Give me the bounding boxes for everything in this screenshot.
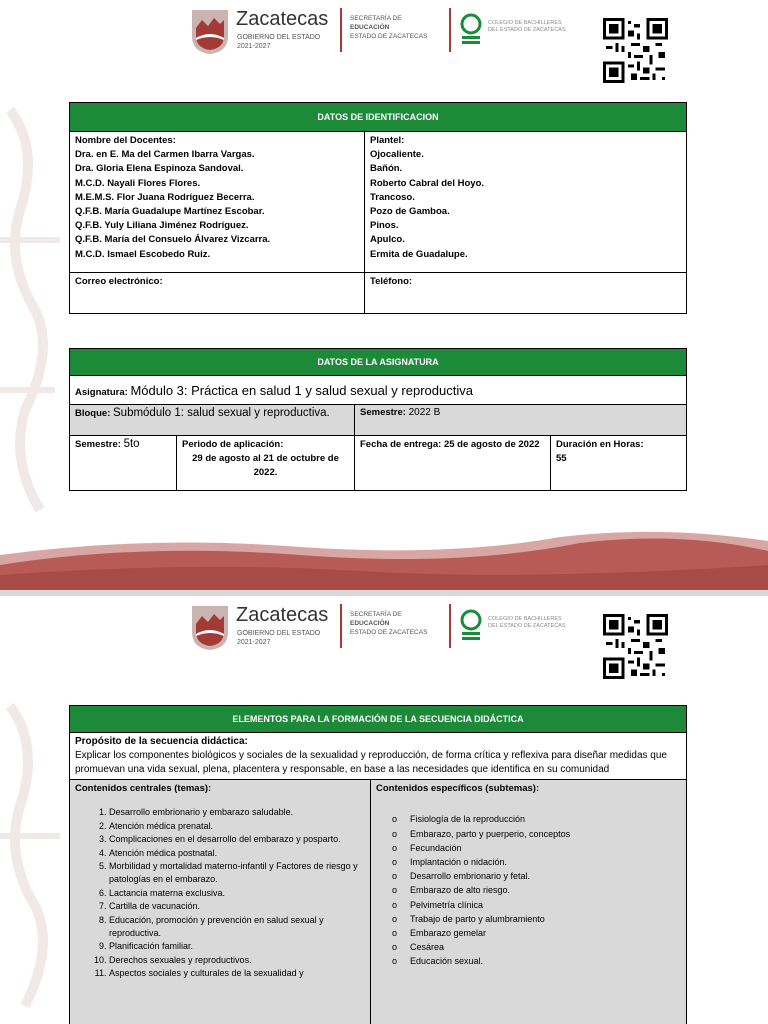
sec-line-3: ESTADO DE ZACATECAS <box>350 33 428 40</box>
list-item: o Fecundación <box>410 841 681 855</box>
cobach-label <box>488 20 598 34</box>
list-item: 11. Aspectos sociales y culturales de la sexualidad y <box>109 967 365 980</box>
semestre2-cell <box>70 436 177 491</box>
plantel-item: Roberto Cabral del Hoyo. <box>370 177 485 189</box>
qr-code-icon <box>603 18 668 83</box>
asignatura-cell <box>70 376 687 405</box>
cobach-logo-icon <box>460 608 482 642</box>
secuencia-heading: ELEMENTOS PARA LA FORMACIÓN DE LA SECUENCIA DIDÁCTICA <box>70 706 687 733</box>
zacatecas-wordmark: Zacatecas <box>236 604 329 626</box>
plantel-item: Trancoso. <box>370 191 415 203</box>
page-header <box>0 0 768 80</box>
plantel-label: Plantel: <box>370 135 405 146</box>
zacatecas-shield-logo <box>190 602 230 652</box>
list-item: 10. Derechos sexuales y reproductivos. <box>109 954 365 967</box>
cobach-line-2: DEL ESTADO DE ZACATECAS <box>488 623 566 629</box>
especificos-list <box>376 812 681 968</box>
plantel-item: Apulco. <box>370 234 405 246</box>
list-item: o Implantación o nidación. <box>410 855 681 869</box>
semestre-value: 2022 B <box>408 407 441 418</box>
list-item: o Embarazo de alto riesgo. <box>410 883 681 897</box>
proposito-text: Explicar los componentes biológicos y sociales de la sexualidad y reproducción, de forma crítica y reflexiva para diseñar medidas que promuevan una vida sexual, plena, placentera y responsable, en base a las necesidades que identifica en su comunidad <box>75 750 667 776</box>
docentes-cell <box>70 132 365 273</box>
sec-line-2: EDUCACIÓN <box>350 24 390 31</box>
cobach-line-2: DEL ESTADO DE ZACATECAS <box>488 27 566 33</box>
header-divider <box>340 604 342 648</box>
plantel-item: Pozo de Gamboa. <box>370 206 450 218</box>
asignatura-value: Módulo 3: Práctica en salud 1 y salud sexual y reproductiva <box>130 382 473 398</box>
docente-item: Q.F.B. Yuly Liliana Jiménez Rodríguez. <box>75 220 249 232</box>
list-item: 3. Complicaciones en el desarrollo del embarazo y posparto. <box>109 833 365 846</box>
plantel-item: Ojocaliente. <box>370 149 424 161</box>
semestre2-label: Semestre: <box>75 439 121 450</box>
semestre-label: Semestre: <box>360 407 406 418</box>
proposito-cell <box>70 733 687 780</box>
duracion-label: Duración en Horas: <box>556 439 644 450</box>
gov-line-2: 2021-2027 <box>237 43 271 50</box>
list-item: 9. Planificación familiar. <box>109 940 365 953</box>
identificacion-table <box>69 102 687 314</box>
list-item: 8. Educación, promoción y prevención en salud sexual y reproductiva. <box>109 914 365 941</box>
gov-line-1: GOBIERNO DEL ESTADO <box>237 630 321 637</box>
proposito-label: Propósito de la secuencia didáctica: <box>75 736 248 747</box>
page-header <box>0 596 768 676</box>
list-item: o Fisiología de la reproducción <box>410 812 681 826</box>
qr-code-icon <box>603 614 668 679</box>
correo-label: Correo electrónico: <box>75 276 163 287</box>
list-item: o Educación sexual. <box>410 954 681 968</box>
header-divider-2 <box>449 8 451 52</box>
identificacion-heading: DATOS DE IDENTIFICACION <box>70 103 687 132</box>
gov-line-2: 2021-2027 <box>237 639 271 646</box>
gobierno-subtitle <box>237 33 332 51</box>
docentes-label: Nombre del Docentes: <box>75 135 176 146</box>
centrales-label: Contenidos centrales (temas): <box>75 783 212 795</box>
header-divider-2 <box>449 604 451 648</box>
docente-item: M.C.D. Nayali Flores Flores. <box>75 177 201 189</box>
secretaria-label <box>350 14 450 41</box>
sec-line-2: EDUCACIÓN <box>350 620 390 627</box>
list-item: 7. Cartilla de vacunación. <box>109 900 365 913</box>
document-page-2 <box>0 596 768 1024</box>
cobach-label <box>488 616 598 630</box>
especificos-label: Contenidos específicos (subtemas): <box>376 783 540 795</box>
plantel-cell <box>365 132 687 273</box>
centrales-cell <box>70 780 371 1024</box>
docente-item: Dra. en E. Ma del Carmen Ibarra Vargas. <box>75 149 255 161</box>
asignatura-heading: DATOS DE LA ASIGNATURA <box>70 349 687 376</box>
list-item: o Embarazo gemelar <box>410 926 681 940</box>
semestre-cell <box>355 405 687 436</box>
bloque-cell <box>70 405 355 436</box>
semestre2-value: 5to <box>123 438 140 450</box>
watermark-graphic <box>0 90 70 570</box>
duracion-value: 55 <box>556 453 567 465</box>
periodo-value: 29 de agosto al 21 de octubre de 2022. <box>192 453 339 479</box>
periodo-cell <box>177 436 355 491</box>
list-item: 5. Morbilidad y mortalidad materno-infantil y Factores de riesgo y patologías en el embarazo. <box>109 860 365 887</box>
cobach-logo-icon <box>460 12 482 46</box>
bloque-label: Bloque: <box>75 408 111 419</box>
secretaria-label <box>350 610 450 637</box>
list-item: 4. Atención médica postnatal. <box>109 847 365 860</box>
asignatura-label: Asignatura: <box>75 386 128 398</box>
zacatecas-shield-logo <box>190 6 230 56</box>
list-item: 6. Lactancia materna exclusiva. <box>109 887 365 900</box>
duracion-cell <box>551 436 687 491</box>
plantel-item: Bañón. <box>370 163 403 175</box>
bloque-value: Submódulo 1: salud sexual y reproductiva. <box>113 407 330 419</box>
gobierno-subtitle <box>237 629 332 647</box>
correo-cell <box>70 273 365 314</box>
plantel-item: Pinos. <box>370 220 399 232</box>
watermark-graphic <box>0 686 70 1024</box>
docente-item: Dra. Gloria Elena Espinoza Sandoval. <box>75 163 244 175</box>
docente-item: Q.F.B. María del Consuelo Álvarez Vizcarra. <box>75 234 271 246</box>
docente-item: Q.F.B. María Guadalupe Martínez Escobar. <box>75 206 265 218</box>
zacatecas-wordmark: Zacatecas <box>236 8 329 30</box>
list-item: o Trabajo de parto y alumbramiento <box>410 912 681 926</box>
centrales-list <box>75 806 365 980</box>
fecha-entrega: Fecha de entrega: 25 de agosto de 2022 <box>360 439 540 450</box>
footer-wave-graphic <box>0 525 768 590</box>
docente-item: M.E.M.S. Flor Juana Rodríguez Becerra. <box>75 191 255 203</box>
sec-line-1: SECRETARÍA DE <box>350 611 402 618</box>
fecha-cell <box>355 436 551 491</box>
list-item: o Desarrollo embrionario y fetal. <box>410 869 681 883</box>
docente-item: M.C.D. Ismael Escobedo Ruiz. <box>75 248 211 260</box>
telefono-label: Teléfono: <box>370 276 413 287</box>
list-item: 1. Desarrollo embrionario y embarazo saludable. <box>109 806 365 819</box>
list-item: o Cesárea <box>410 940 681 954</box>
list-item: 2. Atención médica prenatal. <box>109 820 365 833</box>
especificos-cell <box>371 780 687 1024</box>
list-item: o Pelvimetría clínica <box>410 898 681 912</box>
header-divider <box>340 8 342 52</box>
cobach-line-1: COLEGIO DE BACHILLERES <box>488 20 562 26</box>
periodo-label: Periodo de aplicación: <box>182 439 284 450</box>
plantel-item: Ermita de Guadalupe. <box>370 248 468 260</box>
secuencia-table <box>69 705 687 1024</box>
gov-line-1: GOBIERNO DEL ESTADO <box>237 34 321 41</box>
list-item: o Embarazo, parto y puerperio, conceptos <box>410 827 681 841</box>
sec-line-3: ESTADO DE ZACATECAS <box>350 629 428 636</box>
cobach-line-1: COLEGIO DE BACHILLERES <box>488 616 562 622</box>
asignatura-table <box>69 348 687 491</box>
sec-line-1: SECRETARÍA DE <box>350 15 402 22</box>
telefono-cell <box>365 273 687 314</box>
